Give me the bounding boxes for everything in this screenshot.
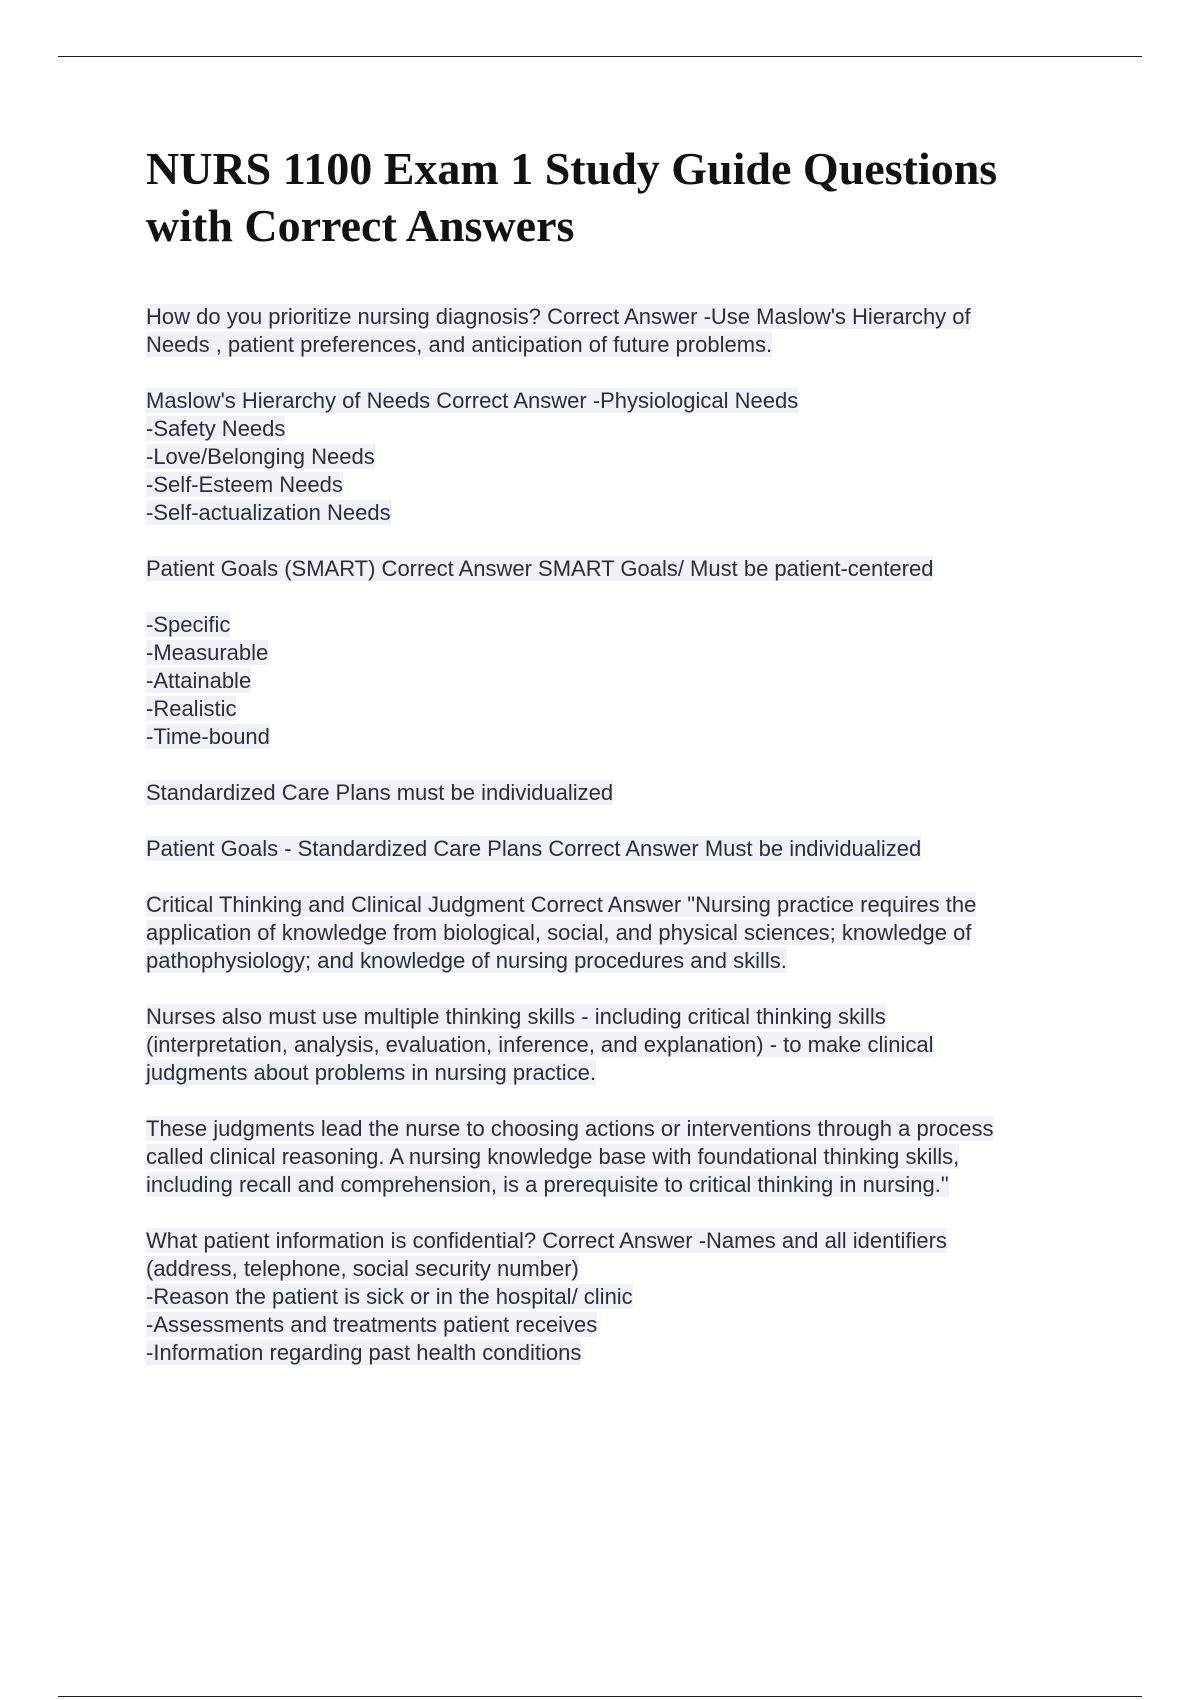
list-item: -Time-bound bbox=[146, 724, 270, 749]
document-page bbox=[146, 140, 1086, 1395]
text-line: (address, telephone, social security number) bbox=[146, 1256, 579, 1281]
text-line: These judgments lead the nurse to choosing actions or interventions through a process bbox=[146, 1116, 994, 1141]
paragraph-prioritize bbox=[146, 303, 1086, 359]
paragraph-confidential bbox=[146, 1227, 1086, 1367]
list-item: -Love/Belonging Needs bbox=[146, 444, 375, 469]
paragraph-smart-list bbox=[146, 611, 1086, 751]
text-line: Nurses also must use multiple thinking skills - including critical thinking skills bbox=[146, 1004, 886, 1029]
paragraph-smart-goals bbox=[146, 555, 1086, 583]
text-line: application of knowledge from biological, social, and physical sciences; knowledge of bbox=[146, 920, 972, 945]
text-line: (interpretation, analysis, evaluation, inference, and explanation) - to make clinical bbox=[146, 1032, 934, 1057]
document-body bbox=[146, 303, 1086, 1367]
paragraph-clinical-reasoning bbox=[146, 1115, 1086, 1199]
text-line: Patient Goals - Standardized Care Plans Correct Answer Must be individualized bbox=[146, 836, 922, 861]
text-line: judgments about problems in nursing practice. bbox=[146, 1060, 597, 1085]
bottom-rule bbox=[58, 1696, 1142, 1697]
text-line: Maslow's Hierarchy of Needs Correct Answer -Physiological Needs bbox=[146, 388, 799, 413]
list-item: -Self-actualization Needs bbox=[146, 500, 391, 525]
paragraph-critical-thinking bbox=[146, 891, 1086, 975]
text-line: Needs , patient preferences, and anticipation of future problems. bbox=[146, 332, 773, 357]
text-line: What patient information is confidential? Correct Answer -Names and all identifiers bbox=[146, 1228, 947, 1253]
text-line: Patient Goals (SMART) Correct Answer SMART Goals/ Must be patient-centered bbox=[146, 556, 934, 581]
paragraph-maslow bbox=[146, 387, 1086, 527]
title-line: with Correct Answers bbox=[146, 200, 575, 251]
top-rule bbox=[58, 56, 1142, 57]
text-line: including recall and comprehension, is a prerequisite to critical thinking in nursing." bbox=[146, 1172, 949, 1197]
text-line: Critical Thinking and Clinical Judgment Correct Answer "Nursing practice requires the bbox=[146, 892, 977, 917]
text-line: called clinical reasoning. A nursing knowledge base with foundational thinking skills, bbox=[146, 1144, 960, 1169]
paragraph-goals-care-plans bbox=[146, 835, 1086, 863]
text-line: How do you prioritize nursing diagnosis? Correct Answer -Use Maslow's Hierarchy of bbox=[146, 304, 971, 329]
list-item: -Specific bbox=[146, 612, 231, 637]
list-item: -Safety Needs bbox=[146, 416, 286, 441]
list-item: -Realistic bbox=[146, 696, 237, 721]
list-item: -Attainable bbox=[146, 668, 252, 693]
text-line: Standardized Care Plans must be individualized bbox=[146, 780, 614, 805]
paragraph-thinking-skills bbox=[146, 1003, 1086, 1087]
list-item: -Self-Esteem Needs bbox=[146, 472, 343, 497]
title-line: NURS 1100 Exam 1 Study Guide Questions bbox=[146, 143, 998, 194]
list-item: -Reason the patient is sick or in the hospital/ clinic bbox=[146, 1284, 633, 1309]
paragraph-standardized bbox=[146, 779, 1086, 807]
text-line: pathophysiology; and knowledge of nursing procedures and skills. bbox=[146, 948, 787, 973]
list-item: -Information regarding past health conditions bbox=[146, 1340, 582, 1365]
list-item: -Assessments and treatments patient receives bbox=[146, 1312, 598, 1337]
document-title bbox=[146, 140, 1086, 254]
list-item: -Measurable bbox=[146, 640, 269, 665]
